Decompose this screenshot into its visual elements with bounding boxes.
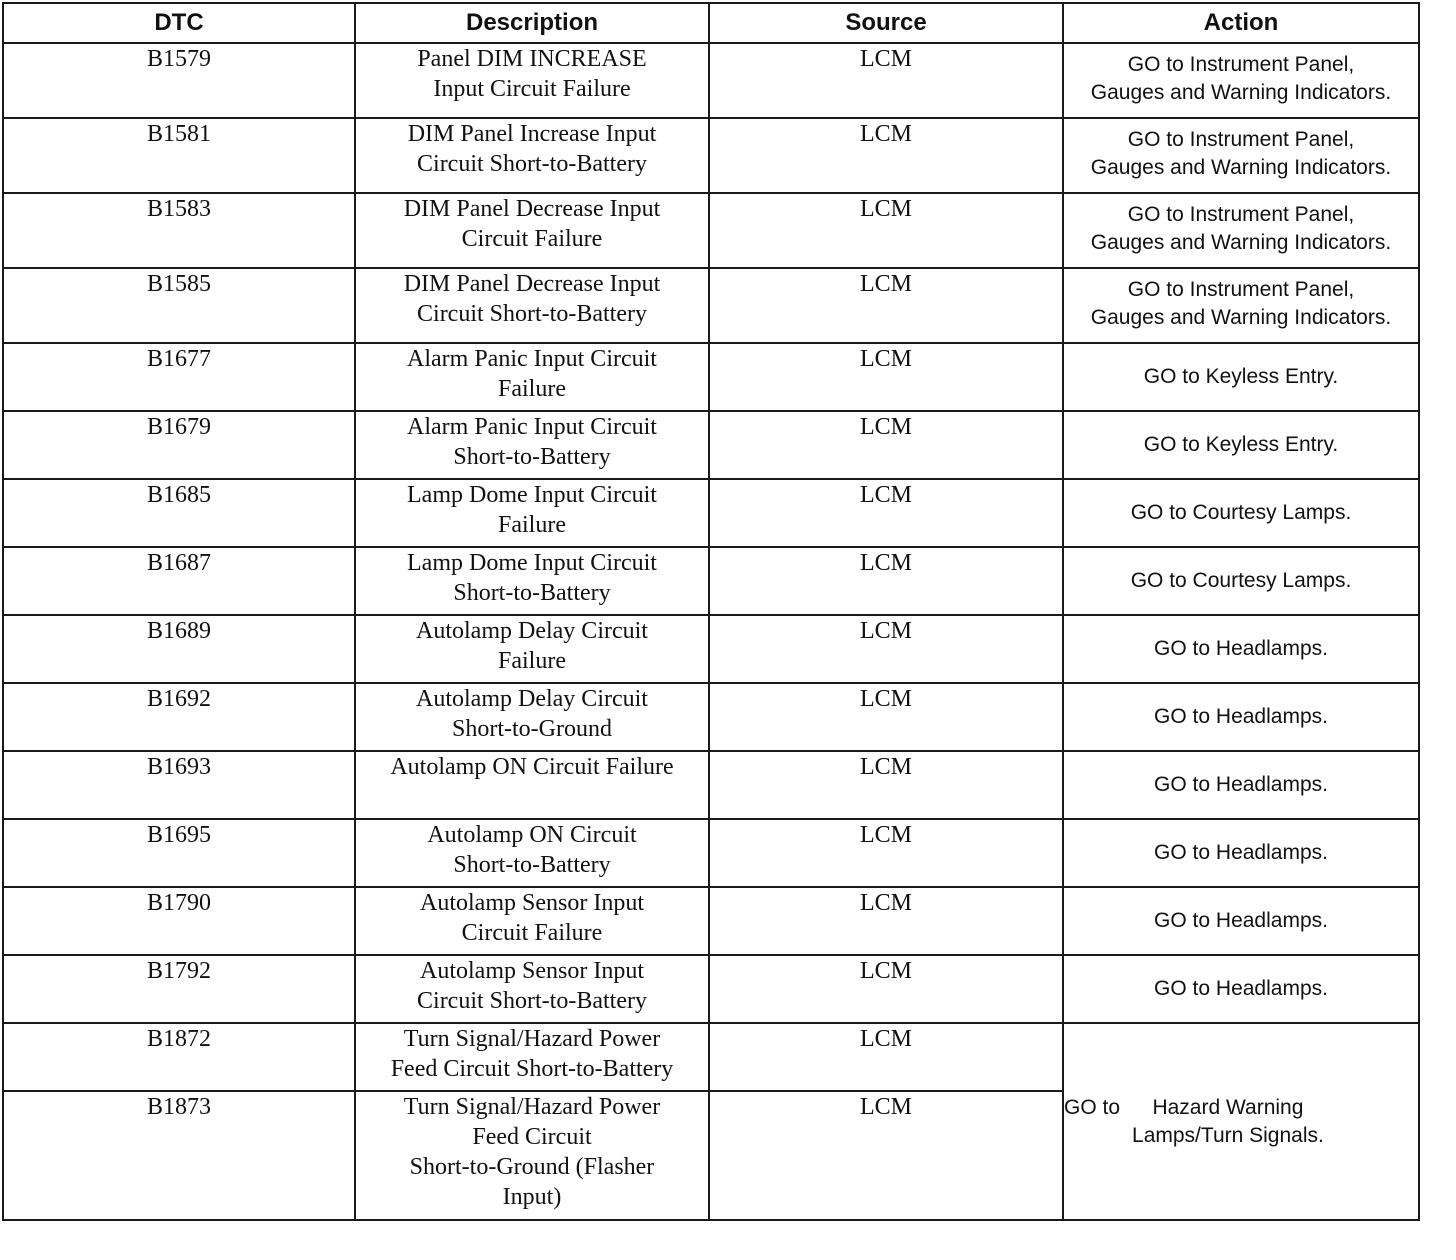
source-cell: LCM	[709, 751, 1063, 819]
action-line: GO to Instrument Panel,	[1127, 128, 1355, 151]
header-action: Action	[1063, 3, 1419, 43]
action-line: GO to Instrument Panel,	[1127, 203, 1355, 226]
description-line: Input Circuit Failure	[433, 76, 631, 102]
action-cell	[1063, 819, 1419, 887]
action-cell	[1063, 118, 1419, 193]
action-line: Gauges and Warning Indicators.	[1090, 81, 1392, 104]
table-row	[3, 193, 1419, 268]
description-line: Autolamp Sensor Input	[420, 890, 644, 916]
action-line: Gauges and Warning Indicators.	[1090, 156, 1392, 179]
description-cell	[355, 343, 709, 411]
dtc-table	[2, 2, 1420, 1221]
action-line: GO to Instrument Panel,	[1127, 53, 1355, 76]
description-line: Failure	[498, 648, 566, 674]
table-row	[3, 118, 1419, 193]
dtc-code: B1693	[3, 751, 355, 819]
dtc-code: B1677	[3, 343, 355, 411]
action-line: GO to Headlamps.	[1154, 637, 1328, 660]
merged-action-cell	[1063, 1023, 1419, 1220]
action-cell	[1063, 193, 1419, 268]
action-cell	[1063, 343, 1419, 411]
table-row	[3, 43, 1419, 118]
dtc-code: B1695	[3, 819, 355, 887]
description-line: Circuit Short-to-Battery	[417, 151, 647, 177]
action-cell	[1063, 547, 1419, 615]
dtc-code: B1689	[3, 615, 355, 683]
action-line: Gauges and Warning Indicators.	[1090, 306, 1392, 329]
header-source: Source	[709, 3, 1063, 43]
action-line: GO to Headlamps.	[1154, 909, 1328, 932]
table-row	[3, 1023, 1419, 1091]
action-line: Hazard Warning	[1152, 1095, 1304, 1119]
dtc-code: B1873	[3, 1091, 355, 1220]
header-dtc: DTC	[3, 3, 355, 43]
description-cell	[355, 955, 709, 1023]
dtc-code: B1692	[3, 683, 355, 751]
description-cell	[355, 1023, 709, 1091]
description-line: Circuit Short-to-Battery	[417, 301, 647, 327]
action-line: GO to Courtesy Lamps.	[1130, 501, 1352, 524]
action-line: GO to Courtesy Lamps.	[1130, 569, 1352, 592]
description-line: DIM Panel Decrease Input	[403, 196, 661, 222]
table-row	[3, 819, 1419, 887]
description-line: Circuit Failure	[461, 226, 603, 252]
description-line: DIM Panel Decrease Input	[403, 271, 661, 297]
description-line: Short-to-Battery	[453, 852, 611, 878]
description-line: Autolamp Delay Circuit	[416, 686, 648, 712]
description-cell	[355, 887, 709, 955]
dtc-code: B1872	[3, 1023, 355, 1091]
action-line: GO to Headlamps.	[1154, 841, 1328, 864]
description-cell	[355, 683, 709, 751]
action-cell	[1063, 683, 1419, 751]
action-line: Gauges and Warning Indicators.	[1090, 231, 1392, 254]
source-cell: LCM	[709, 819, 1063, 887]
table-row	[3, 615, 1419, 683]
description-line: Failure	[498, 376, 566, 402]
action-line: GO to Instrument Panel,	[1127, 278, 1355, 301]
description-line: Autolamp Sensor Input	[420, 958, 644, 984]
source-cell: LCM	[709, 1091, 1063, 1220]
description-line: Short-to-Battery	[453, 580, 611, 606]
description-line: Lamp Dome Input Circuit	[407, 550, 657, 576]
dtc-code: B1679	[3, 411, 355, 479]
action-go-to: GO to	[1064, 1095, 1121, 1119]
description-cell	[355, 751, 709, 819]
action-cell	[1063, 615, 1419, 683]
description-cell	[355, 819, 709, 887]
table-row	[3, 268, 1419, 343]
action-line: GO to Keyless Entry.	[1143, 365, 1339, 388]
dtc-code: B1792	[3, 955, 355, 1023]
source-cell: LCM	[709, 615, 1063, 683]
dtc-code: B1583	[3, 193, 355, 268]
table-row	[3, 683, 1419, 751]
description-line: Feed Circuit	[472, 1124, 592, 1150]
description-line: Autolamp Delay Circuit	[416, 618, 648, 644]
source-cell: LCM	[709, 683, 1063, 751]
action-destination	[1132, 1094, 1324, 1150]
dtc-code: B1687	[3, 547, 355, 615]
source-cell: LCM	[709, 193, 1063, 268]
description-line: Turn Signal/Hazard Power	[403, 1094, 661, 1120]
action-line: GO to Keyless Entry.	[1143, 433, 1339, 456]
description-cell	[355, 479, 709, 547]
description-cell	[355, 615, 709, 683]
action-cell	[1063, 43, 1419, 118]
description-cell	[355, 547, 709, 615]
table-row	[3, 887, 1419, 955]
description-line: Input)	[502, 1184, 562, 1210]
header-row	[3, 3, 1419, 43]
table-row	[3, 547, 1419, 615]
source-cell: LCM	[709, 547, 1063, 615]
description-cell	[355, 43, 709, 118]
description-cell	[355, 193, 709, 268]
action-cell	[1063, 268, 1419, 343]
source-cell: LCM	[709, 43, 1063, 118]
table-row	[3, 751, 1419, 819]
description-line: Failure	[498, 512, 566, 538]
table-row	[3, 343, 1419, 411]
description-line: DIM Panel Increase Input	[407, 121, 657, 147]
description-line: Short-to-Battery	[453, 444, 611, 470]
description-line: Short-to-Ground	[452, 716, 612, 742]
description-line: Panel DIM INCREASE	[417, 46, 647, 72]
action-cell	[1063, 955, 1419, 1023]
source-cell: LCM	[709, 1023, 1063, 1091]
source-cell: LCM	[709, 118, 1063, 193]
description-line: Autolamp ON Circuit Failure	[390, 754, 674, 780]
source-cell: LCM	[709, 887, 1063, 955]
table-row	[3, 955, 1419, 1023]
description-line: Circuit Short-to-Battery	[417, 988, 647, 1014]
description-line: Alarm Panic Input Circuit	[407, 346, 657, 372]
table-row	[3, 479, 1419, 547]
description-line: Feed Circuit Short-to-Battery	[390, 1056, 674, 1082]
description-cell	[355, 118, 709, 193]
source-cell: LCM	[709, 411, 1063, 479]
action-cell	[1063, 411, 1419, 479]
dtc-code: B1685	[3, 479, 355, 547]
action-line: GO to Headlamps.	[1154, 705, 1328, 728]
table-row	[3, 411, 1419, 479]
source-cell: LCM	[709, 343, 1063, 411]
dtc-code: B1790	[3, 887, 355, 955]
description-cell	[355, 1091, 709, 1220]
header-description: Description	[355, 3, 709, 43]
action-cell	[1063, 479, 1419, 547]
action-line: GO to Headlamps.	[1154, 773, 1328, 796]
description-line: Circuit Failure	[461, 920, 603, 946]
description-line: Autolamp ON Circuit	[427, 822, 637, 848]
action-cell	[1063, 887, 1419, 955]
action-line: Lamps/Turn Signals.	[1132, 1123, 1324, 1147]
action-line: GO to Headlamps.	[1154, 977, 1328, 1000]
description-line: Turn Signal/Hazard Power	[403, 1026, 661, 1052]
description-cell	[355, 411, 709, 479]
source-cell: LCM	[709, 268, 1063, 343]
dtc-code: B1585	[3, 268, 355, 343]
description-line: Lamp Dome Input Circuit	[407, 482, 657, 508]
source-cell: LCM	[709, 479, 1063, 547]
description-line: Short-to-Ground (Flasher	[409, 1154, 655, 1180]
dtc-code: B1579	[3, 43, 355, 118]
action-cell	[1063, 751, 1419, 819]
dtc-code: B1581	[3, 118, 355, 193]
description-cell	[355, 268, 709, 343]
source-cell: LCM	[709, 955, 1063, 1023]
description-line: Alarm Panic Input Circuit	[407, 414, 657, 440]
